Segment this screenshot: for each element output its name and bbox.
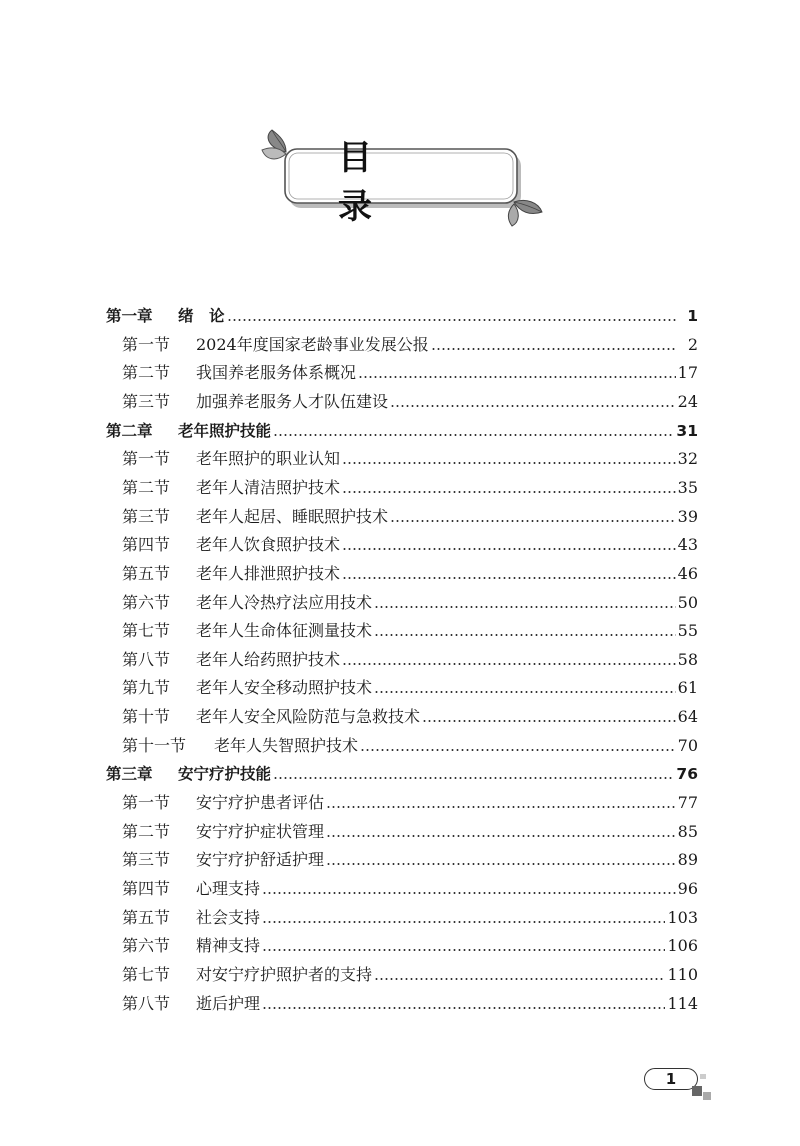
toc-section-row[interactable] bbox=[0, 875, 800, 903]
toc-entry-number: 第三节 bbox=[122, 850, 171, 870]
toc-entry-page: 103 bbox=[667, 907, 698, 927]
corner-decoration bbox=[700, 1074, 706, 1079]
toc-entry-page: 58 bbox=[677, 649, 698, 669]
toc-entry-page: 106 bbox=[667, 936, 698, 956]
toc-section-row[interactable] bbox=[0, 961, 800, 989]
dot-leader bbox=[342, 663, 676, 665]
toc-entry-number: 第八节 bbox=[122, 649, 171, 669]
toc-entry-number: 第七节 bbox=[122, 964, 171, 984]
toc-entry-number: 第一节 bbox=[122, 793, 171, 813]
corner-decoration bbox=[692, 1086, 702, 1096]
dot-leader bbox=[342, 577, 676, 579]
toc-entry-page: 76 bbox=[676, 765, 698, 784]
dot-leader bbox=[390, 520, 676, 522]
toc-section-row[interactable] bbox=[0, 732, 800, 760]
dot-leader bbox=[342, 548, 676, 550]
toc-entry-number: 第一节 bbox=[122, 449, 171, 469]
toc-entry-title: 2024年度国家老龄事业发展公报 bbox=[196, 334, 429, 354]
toc-entry-title: 我国养老服务体系概况 bbox=[196, 363, 357, 383]
toc-section-row[interactable] bbox=[0, 388, 800, 416]
dot-leader bbox=[326, 835, 676, 837]
toc-entry-title: 老年人起居、睡眠照护技术 bbox=[196, 506, 389, 526]
toc-entry-number: 第六节 bbox=[122, 592, 171, 612]
toc-section-row[interactable] bbox=[0, 589, 800, 617]
toc-entry-number: 第四节 bbox=[122, 879, 171, 898]
toc-section-row[interactable] bbox=[0, 359, 800, 387]
toc-entry-page: 85 bbox=[677, 821, 698, 841]
toc-chapter-row[interactable] bbox=[0, 417, 800, 445]
toc-entry-title: 逝后护理 bbox=[196, 993, 261, 1013]
toc-entry-number: 第三节 bbox=[122, 391, 171, 411]
toc-section-row[interactable] bbox=[0, 331, 800, 359]
toc-entry-page: 77 bbox=[677, 793, 698, 813]
toc-section-row[interactable] bbox=[0, 503, 800, 531]
dot-leader bbox=[326, 863, 676, 865]
toc-section-row[interactable] bbox=[0, 818, 800, 846]
toc-section-row[interactable] bbox=[0, 646, 800, 674]
dot-leader bbox=[262, 1007, 665, 1009]
toc-entry-title: 加强养老服务人才队伍建设 bbox=[196, 391, 389, 411]
toc-chapter-row[interactable] bbox=[0, 302, 800, 330]
toc-section-row[interactable] bbox=[0, 617, 800, 645]
toc-entry-page: 55 bbox=[677, 621, 698, 641]
toc-entry-number: 第一节 bbox=[122, 334, 171, 354]
toc-section-row[interactable] bbox=[0, 932, 800, 960]
dot-leader bbox=[374, 634, 676, 636]
toc-chapter-row[interactable] bbox=[0, 760, 800, 788]
toc-entry-title: 老年照护的职业认知 bbox=[196, 449, 341, 469]
toc-entry-number: 第一章 bbox=[106, 307, 153, 325]
corner-decoration bbox=[703, 1092, 711, 1100]
dot-leader bbox=[273, 434, 674, 436]
dot-leader bbox=[422, 720, 676, 722]
toc-entry-number: 第十节 bbox=[122, 707, 171, 727]
dot-leader bbox=[326, 806, 676, 808]
toc-section-row[interactable] bbox=[0, 674, 800, 702]
toc-entry-page: 61 bbox=[677, 678, 698, 698]
toc-entry-number: 第二节 bbox=[122, 821, 171, 841]
toc-entry-title: 安宁疗护舒适护理 bbox=[196, 850, 325, 870]
toc-section-row[interactable] bbox=[0, 445, 800, 473]
toc-entry-title: 老年人生命体征测量技术 bbox=[196, 621, 373, 641]
toc-entry-title: 老年人饮食照护技术 bbox=[196, 535, 341, 555]
toc-entry-title: 心理支持 bbox=[196, 879, 261, 898]
toc-entry-number: 第五节 bbox=[122, 563, 171, 583]
toc-entry-page: 46 bbox=[677, 563, 698, 583]
dot-leader bbox=[342, 491, 676, 493]
toc-entry-title: 老年照护技能 bbox=[178, 421, 272, 440]
toc-entry-page: 64 bbox=[677, 707, 698, 727]
toc-entry-page: 39 bbox=[677, 506, 698, 526]
toc-entry-title: 老年人安全风险防范与急救技术 bbox=[196, 707, 421, 727]
toc-entry-page: 35 bbox=[677, 477, 698, 497]
toc-entry-title: 精神支持 bbox=[196, 936, 261, 956]
toc-entry-page: 32 bbox=[677, 449, 698, 469]
toc-entry-page: 89 bbox=[677, 850, 698, 870]
dot-leader bbox=[273, 777, 674, 779]
toc-section-row[interactable] bbox=[0, 703, 800, 731]
dot-leader bbox=[390, 405, 676, 407]
toc-entry-number: 第十一节 bbox=[122, 735, 187, 755]
toc-entry-title: 安宁疗护症状管理 bbox=[196, 821, 325, 841]
toc-entry-page: 2 bbox=[687, 334, 698, 354]
toc-entry-number: 第四节 bbox=[122, 535, 171, 555]
dot-leader bbox=[358, 376, 676, 378]
dot-leader bbox=[374, 606, 676, 608]
toc-entry-number: 第五节 bbox=[122, 907, 171, 927]
toc-entry-title: 绪 论 bbox=[178, 307, 225, 325]
toc-section-row[interactable] bbox=[0, 846, 800, 874]
dot-leader bbox=[374, 691, 676, 693]
toc-entry-number: 第七节 bbox=[122, 621, 171, 641]
toc-entry-page: 1 bbox=[687, 307, 698, 325]
toc-entry-title: 老年人给药照护技术 bbox=[196, 649, 341, 669]
toc-entry-page: 110 bbox=[667, 964, 698, 984]
toc-entry-page: 50 bbox=[677, 592, 698, 612]
toc-entry-number: 第二节 bbox=[122, 477, 171, 497]
toc-entry-number: 第九节 bbox=[122, 678, 171, 698]
toc-entry-page: 114 bbox=[667, 993, 698, 1013]
toc-entry-page: 17 bbox=[677, 363, 698, 383]
toc-entry-page: 70 bbox=[677, 735, 698, 755]
toc-section-row[interactable] bbox=[0, 904, 800, 932]
toc-entry-page: 31 bbox=[676, 421, 698, 440]
dot-leader bbox=[374, 978, 665, 980]
toc-entry-number: 第六节 bbox=[122, 936, 171, 956]
page-title: 目 录 bbox=[338, 138, 530, 227]
toc-entry-number: 第二节 bbox=[122, 363, 171, 383]
toc-entry-number: 第二章 bbox=[106, 421, 153, 440]
dot-leader bbox=[431, 348, 676, 350]
toc-section-row[interactable] bbox=[0, 789, 800, 817]
dot-leader bbox=[342, 462, 676, 464]
toc-entry-page: 96 bbox=[677, 879, 698, 898]
toc-entry-title: 对安宁疗护照护者的支持 bbox=[196, 964, 373, 984]
page-number: 1 bbox=[644, 1068, 698, 1090]
dot-leader bbox=[262, 949, 665, 951]
toc-entry-title: 老年人冷热疗法应用技术 bbox=[196, 592, 373, 612]
toc-entry-number: 第三章 bbox=[106, 765, 153, 784]
toc-entry-title: 社会支持 bbox=[196, 907, 261, 927]
dot-leader bbox=[262, 921, 665, 923]
toc-entry-page: 43 bbox=[677, 535, 698, 555]
toc-section-row[interactable] bbox=[0, 531, 800, 559]
toc-entry-title: 老年人清洁照护技术 bbox=[196, 477, 341, 497]
toc-section-row[interactable] bbox=[0, 474, 800, 502]
toc-entry-number: 第三节 bbox=[122, 506, 171, 526]
toc-entry-page: 24 bbox=[677, 391, 698, 411]
toc-entry-title: 安宁疗护技能 bbox=[178, 765, 272, 784]
dot-leader bbox=[227, 319, 676, 321]
toc-entry-title: 老年人失智照护技术 bbox=[214, 735, 359, 755]
toc-entry-number: 第八节 bbox=[122, 993, 171, 1013]
toc-section-row[interactable] bbox=[0, 560, 800, 588]
toc-entry-title: 老年人安全移动照护技术 bbox=[196, 678, 373, 698]
toc-entry-title: 老年人排泄照护技术 bbox=[196, 563, 341, 583]
dot-leader bbox=[262, 892, 676, 894]
dot-leader bbox=[360, 749, 676, 751]
toc-section-row[interactable] bbox=[0, 990, 800, 1018]
toc-entry-title: 安宁疗护患者评估 bbox=[196, 793, 325, 813]
